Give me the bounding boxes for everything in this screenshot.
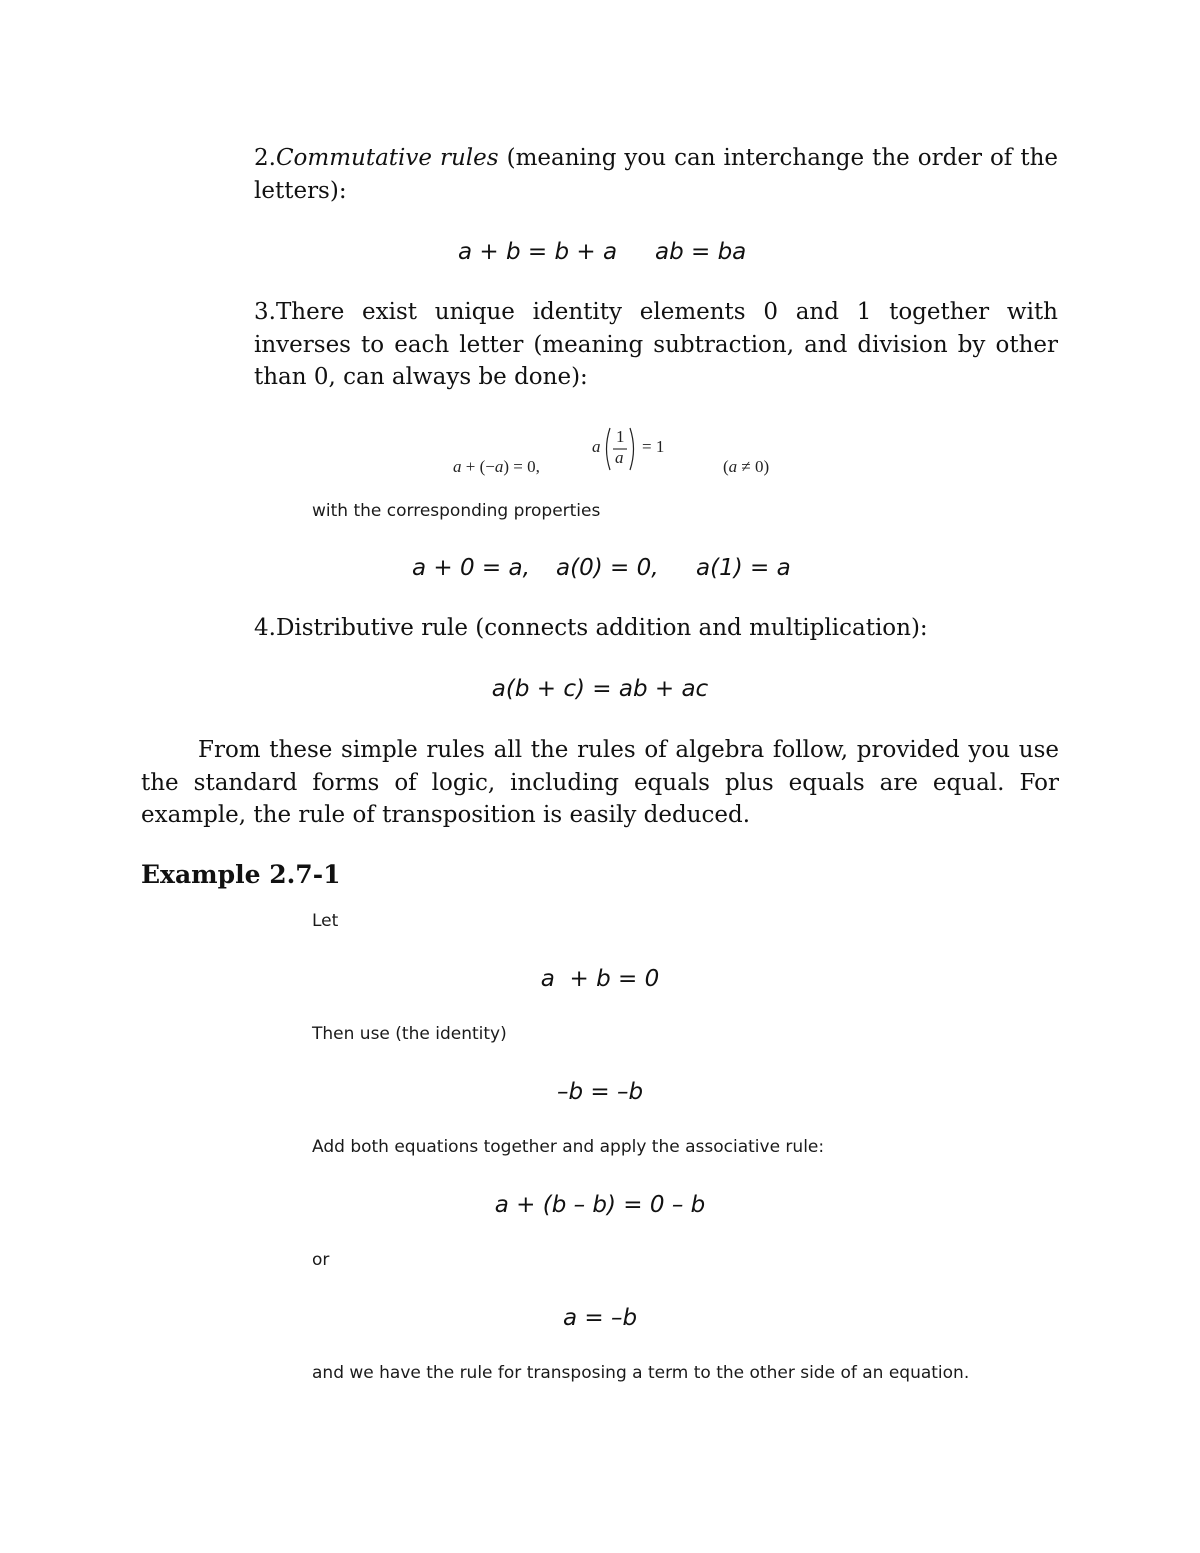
eq-inverse-mult-end: = 1 (642, 437, 665, 456)
rule-2-number: 2. (254, 145, 276, 171)
eq-property-3: a(1) = a (696, 555, 791, 581)
example-heading: Example 2.7-1 (141, 860, 341, 889)
rule-2-text: (meaning you can interchange the order of the letters): (254, 145, 1059, 204)
body-paragraph: From these simple rules all the rules of algebra follow, provided you use the standard forms of logic, including equals plus equals are equal. For example, the rule of transposition is easily deduced. (141, 737, 1059, 828)
example-let: Let (312, 911, 339, 931)
note-properties: with the corresponding properties (312, 501, 601, 521)
example-add: Add both equations together and apply the associative rule: (312, 1137, 825, 1157)
eq-property-1: a + 0 = a, (412, 555, 530, 581)
eq-inverse-cond-rest: ≠ 0) (737, 457, 770, 476)
example-or: or (312, 1250, 330, 1270)
rule-3-text: 3.There exist unique identity elements 0 and 1 together with inverses to each letter (meaning subtraction, and division by other than 0, can always be done): (254, 299, 1058, 390)
eq-inverse-cond-open: ( (723, 457, 729, 476)
eq-inverse-mult-a: a (592, 437, 601, 456)
rule-2-paragraph (254, 142, 1058, 207)
example-eq-3: a + (b – b) = 0 – b (494, 1192, 706, 1218)
eq-property-2: a(0) = 0, (556, 555, 659, 581)
eq-inverse-a1: a (453, 457, 462, 476)
eq-inverse-frac-den: a (615, 448, 624, 467)
rule-2-name: Commutative rules (275, 145, 499, 171)
eq-commutative-product: ab = ba (655, 239, 747, 265)
eq-inverse-a2: a (494, 457, 504, 476)
eq-inverse-cond-a: a (728, 457, 738, 476)
eq-commutative-sum: a + b = b + a (458, 239, 618, 265)
rule-4-text: 4.Distributive rule (connects addition and multiplication): (254, 615, 928, 641)
eq-inverse-plus: + (− (461, 457, 495, 476)
example-eq-1: a + b = 0 (540, 966, 660, 992)
example-conclusion: and we have the rule for transposing a term to the other side of an equation. (312, 1363, 970, 1383)
example-eq-4: a = –b (562, 1305, 638, 1331)
rule-4-paragraph (254, 612, 1058, 645)
eq-inverse (436, 424, 776, 474)
rule-3-paragraph (254, 296, 1058, 394)
eq-distributive: a(b + c) = ab + ac (491, 676, 709, 702)
example-eq-2: –b = –b (556, 1079, 644, 1105)
eq-inverse-end: ) = 0, (503, 457, 540, 476)
example-then: Then use (the identity) (312, 1024, 507, 1044)
eq-inverse-frac-num: 1 (616, 427, 625, 446)
